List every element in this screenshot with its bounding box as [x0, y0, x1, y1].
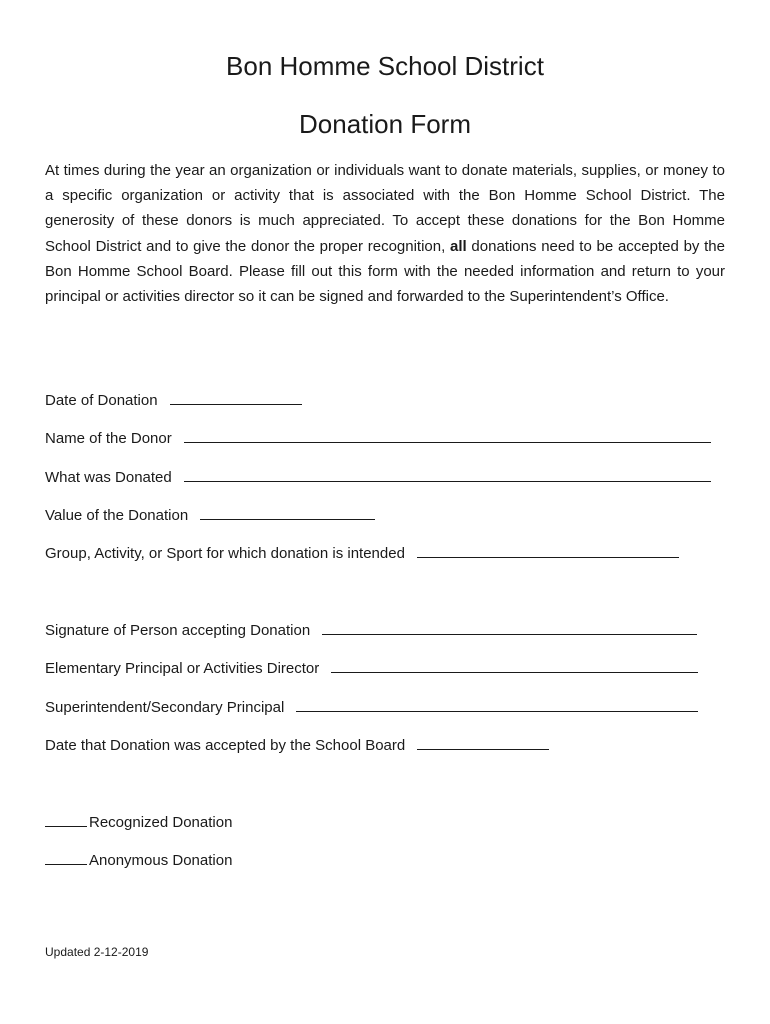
signature-accepting-field	[45, 620, 697, 641]
name-of-donor-blank[interactable]	[184, 428, 711, 443]
value-of-donation-blank[interactable]	[200, 505, 375, 520]
elementary-principal-label: Elementary Principal or Activities Director	[45, 660, 320, 677]
superintendent-field	[45, 697, 698, 718]
district-title: Bon Homme School District	[226, 51, 544, 81]
elementary-principal-field	[45, 658, 698, 679]
name-of-donor-field	[45, 428, 711, 449]
what-was-donated-field	[45, 467, 711, 488]
updated-date-footer: Updated 2-12-2019	[45, 945, 149, 959]
elementary-principal-blank[interactable]	[331, 658, 698, 673]
what-was-donated-blank[interactable]	[184, 467, 711, 482]
signature-accepting-label: Signature of Person accepting Donation	[45, 622, 311, 639]
name-of-donor-label: Name of the Donor	[45, 430, 172, 447]
intro-text-part2: donations need to be accepted by the Bon Homme School Board. Please fill out this form with the needed information and return to your principal or activities director so it can be signed and forwarded to the Superintendent’s Office.	[45, 237, 725, 306]
intro-text-part1: At times during the year an organization or individuals want to donate materials, supplies, or money to a specific organization or activity that is associated with the Bon Homme School District. The generosity of these donors is much appreciated. To accept these donations for the Bon Homme School District and to give the donor the proper recognition,	[45, 162, 725, 255]
date-of-donation-blank[interactable]	[170, 390, 302, 405]
intro-emphasis: all	[450, 237, 467, 255]
recognized-donation-option	[45, 812, 232, 833]
date-accepted-label: Date that Donation was accepted by the School Board	[45, 737, 406, 754]
signature-accepting-blank[interactable]	[322, 620, 697, 635]
value-of-donation-field	[45, 505, 375, 526]
group-activity-sport-field	[45, 543, 679, 564]
recognized-donation-label: Recognized Donation	[89, 814, 233, 831]
group-activity-sport-label: Group, Activity, or Sport for which donation is intended	[45, 545, 405, 562]
form-title: Donation Form	[299, 109, 471, 139]
date-accepted-field	[45, 735, 549, 756]
anonymous-donation-option	[45, 850, 232, 871]
anonymous-donation-label: Anonymous Donation	[89, 852, 233, 869]
superintendent-label: Superintendent/Secondary Principal	[45, 699, 285, 716]
what-was-donated-label: What was Donated	[45, 469, 172, 486]
group-activity-sport-blank[interactable]	[417, 543, 679, 558]
anonymous-donation-blank[interactable]	[45, 850, 87, 865]
date-accepted-blank[interactable]	[417, 735, 549, 750]
recognized-donation-blank[interactable]	[45, 812, 87, 827]
intro-paragraph	[45, 158, 725, 309]
value-of-donation-label: Value of the Donation	[45, 507, 189, 524]
superintendent-blank[interactable]	[296, 697, 698, 712]
date-of-donation-field	[45, 390, 302, 411]
date-of-donation-label: Date of Donation	[45, 392, 158, 409]
